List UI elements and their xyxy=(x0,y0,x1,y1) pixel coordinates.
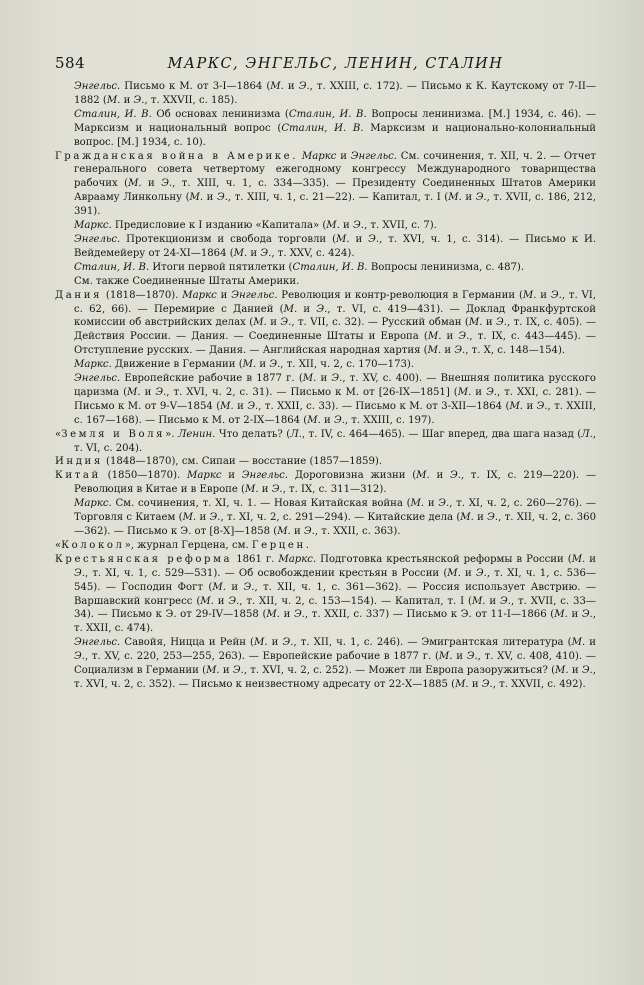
entry-text: Савойя, Ницца и Рейн ( xyxy=(120,637,254,649)
entry-author: М. xyxy=(471,595,486,607)
entry-author: Э. xyxy=(228,595,240,607)
entry-text: Вопросы ленинизма, с. 487). xyxy=(367,261,525,273)
entry-text: (1850—1870). xyxy=(100,470,187,482)
entry-text: Об основах ленинизма ( xyxy=(151,108,289,120)
entry-text: и xyxy=(585,637,597,649)
entry-author: М. xyxy=(233,247,248,259)
entry-author: М. xyxy=(220,400,234,412)
entry-heading: Герцен. xyxy=(251,539,312,551)
entry-text: и xyxy=(258,484,272,496)
index-subentry xyxy=(55,358,596,372)
entry-author: Э. xyxy=(133,94,145,106)
entry-text: , т. XII, ч. 2, с. 360—362). — Письмо к Э. от [8-X]—1858 ( xyxy=(74,512,596,537)
entry-author: Маркс xyxy=(187,470,222,482)
entry-author: Л. xyxy=(581,428,593,440)
entry-text: Дороговизна жизни ( xyxy=(288,470,417,482)
entry-author: Э. xyxy=(486,386,497,398)
entry-author: Э. xyxy=(333,414,345,426)
entry-text: (1848—1870), см. Сипаи — восстание (1857—1859). xyxy=(102,456,383,468)
entry-text: Революция и контр-революция в Германии ( xyxy=(277,289,523,301)
entry-author: Э. xyxy=(487,512,499,524)
index-entry xyxy=(55,289,596,359)
entry-text: , т. XVI, ч. 2, с. 352). — Письмо к неизвестному адресату от 22-X—1885 ( xyxy=(74,665,596,690)
entry-author: Э. xyxy=(316,303,328,315)
entry-author: Маркс xyxy=(301,150,337,162)
entry-author: М. xyxy=(410,498,425,510)
index-entry xyxy=(55,455,596,469)
entry-text: , т. XXI, с. 281). — Письмо к М. от 9-V—1854 ( xyxy=(74,386,597,412)
entry-text: Письмо к М. от 3-I—1864 ( xyxy=(120,81,271,92)
entry-text: , т. XXII, с. 474). xyxy=(74,609,596,635)
entry-text: ». xyxy=(165,428,178,440)
entry-text: и xyxy=(213,595,229,607)
entry-text: », журнал Герцена, см. xyxy=(124,539,252,551)
entry-author: Э. xyxy=(303,526,315,537)
entry-author: М. xyxy=(266,609,280,621)
entry-text: Предисловие к I изданию «Капитала» ( xyxy=(111,220,327,232)
entry-text: Итоги первой пятилетки ( xyxy=(149,261,293,273)
entry-text: , т. XI, ч. 1, с. 536—545). — Господин Фогт ( xyxy=(74,567,596,593)
entry-text: , т. VI, с. 419—431). — Доклад Франкфуртской комиссии об австрийских делах ( xyxy=(74,303,596,329)
entry-author: Сталин, И. В. xyxy=(74,108,152,120)
entry-author: Э. xyxy=(581,665,593,677)
entry-text: и xyxy=(320,414,334,426)
entry-author: Э. xyxy=(209,512,221,524)
entry-author: М. xyxy=(416,470,430,482)
entry-text: , т. XII, ч. 2, с. 153—154). — Капитал, т. I ( xyxy=(239,595,472,607)
entry-author: Маркс. xyxy=(278,553,317,565)
entry-author: Э. xyxy=(260,247,272,259)
entry-text: и xyxy=(471,386,487,398)
entry-text: и xyxy=(441,331,459,343)
entry-author: Сталин, И. В. xyxy=(281,122,364,134)
entry-text: и xyxy=(141,178,162,190)
entry-author: Энгельс. xyxy=(74,373,121,385)
entry-text: и xyxy=(482,317,497,329)
entry-text: « xyxy=(55,539,62,551)
entry-text: , т. VI, с. 62, 66). — Перемирие с Данией ( xyxy=(74,289,596,315)
entry-text: См. также Соединенные Штаты Америки. xyxy=(74,275,300,287)
entry-author: М. xyxy=(182,512,197,524)
entry-text: и xyxy=(424,498,439,510)
entry-text: , т. X, с. 148—154). xyxy=(465,345,566,357)
index-subentry xyxy=(55,108,596,150)
entry-author: Э. xyxy=(496,317,507,329)
entry-text: и xyxy=(290,526,304,537)
entry-text: , т. XXII, с. 363). xyxy=(314,526,401,537)
entry-text: , т. XVII, с. 33—34). — Письмо к Э. от 29-IV—1858 ( xyxy=(74,595,596,621)
entry-author: Э. xyxy=(293,609,305,621)
entry-author: М. xyxy=(571,637,586,649)
entry-text: См. сочинения, т. XI, ч. 1. — Новая Китайская война ( xyxy=(111,498,411,510)
entry-author: Э. xyxy=(298,81,310,92)
entry-author: Сталин, И. В. xyxy=(74,261,150,273)
entry-author: Э. xyxy=(481,678,493,690)
entry-text: и xyxy=(256,359,270,371)
index-entry xyxy=(55,469,596,497)
index-subentry xyxy=(55,636,596,692)
entry-text: Вопросы ленинизма. [М.] 1934, с. 46). — Марксизм и национальный вопрос ( xyxy=(74,108,596,134)
entry-author: Энгельс. xyxy=(74,637,121,649)
entry-text: , т. XXII, с. 33). — Письмо к М. от 3-XII—1864 ( xyxy=(258,400,510,412)
entry-text: , т. XXIII, с. 197). xyxy=(344,414,435,426)
entry-author: Сталин, И. В. xyxy=(292,261,368,273)
entry-heading: Китай xyxy=(55,470,101,482)
entry-text: « xyxy=(55,428,62,440)
entry-author: М. xyxy=(200,595,214,607)
entry-author: Э. xyxy=(232,665,244,677)
entry-author: М. xyxy=(283,303,298,315)
entry-text: и xyxy=(441,345,455,357)
entry-author: М. xyxy=(307,414,321,426)
entry-author: Э. xyxy=(500,595,511,607)
entry-text: , т. XV, с. 400). — Внешняя политика русского царизма ( xyxy=(74,373,596,398)
entry-text: , т. VII, с. 32). — Русский обман ( xyxy=(291,317,469,329)
entry-text: и xyxy=(233,400,248,412)
entry-text: Что делать? ( xyxy=(215,428,291,440)
entry-text: Движение в Германии ( xyxy=(111,359,243,371)
entry-text: , т. XIII, ч. 1, с. 21—22). — Капитал, т. I ( xyxy=(227,192,449,204)
entry-text: и xyxy=(219,665,233,677)
page-title: МАРКС, ЭНГЕЛЬС, ЛЕНИН, СТАЛИН xyxy=(167,56,504,72)
entry-author: Э. xyxy=(438,498,450,510)
index-subentry xyxy=(55,233,596,261)
entry-text: Европейские рабочие в 1877 г. ( xyxy=(120,373,303,385)
entry-text: и xyxy=(221,470,242,482)
entry-author: М. xyxy=(253,317,267,329)
entry-text: , т. XVI, ч. 2, с. 31). — Письмо к М. от [26-IX—1851] ( xyxy=(166,386,458,398)
entry-text: Марксизм и национально-колониальный вопрос. [М.] 1934, с. 10). xyxy=(74,122,596,148)
entry-heading: Колокол xyxy=(61,539,125,551)
entry-author: М. xyxy=(245,484,259,496)
entry-text: , т. XII, ч. 1, с. 246). — Эмигрантская литература ( xyxy=(293,637,572,649)
entry-text: , т. IX, с. 443—445). — Отступление русских. — Дания. — Английская народная хартия ( xyxy=(74,331,596,357)
entry-author: М. xyxy=(189,192,204,204)
entry-text: Протекционизм и свобода торговли ( xyxy=(120,233,337,245)
entry-author: Э. xyxy=(550,289,562,301)
entry-text: 1861 г. xyxy=(232,553,279,565)
entry-author: Э. xyxy=(450,470,461,482)
entry-text: , т. IX, с. 405). — Действия России. — Дания. — Соединенные Штаты и Европа ( xyxy=(74,317,597,343)
entry-author: М. xyxy=(106,94,121,106)
entry-author: Э. xyxy=(454,345,466,357)
entry-text: и xyxy=(485,595,500,607)
entry-text: , т. VI, с. 204). xyxy=(74,428,597,454)
index-entry xyxy=(55,539,596,553)
entry-author: М. xyxy=(206,665,220,677)
entry-author: Э. xyxy=(216,192,228,204)
entry-author: М. xyxy=(509,400,523,412)
entry-heading: Гражданская война в Америке. xyxy=(55,150,299,162)
entry-text: , т. XXIII, с. 167—168). — Письмо к М. от 2-IX—1864 ( xyxy=(74,400,596,426)
entry-author: М. xyxy=(326,220,340,232)
entry-text: и xyxy=(536,289,551,301)
entry-text: и xyxy=(585,553,597,565)
entry-text: (1818—1870). xyxy=(102,289,183,301)
entry-author: Э. xyxy=(247,400,259,412)
entry-author: Э. xyxy=(466,651,478,663)
entry-author: Ленин. xyxy=(177,428,216,440)
entry-text: и xyxy=(339,220,353,232)
entry-author: Э. xyxy=(74,651,85,663)
entry-author: Маркс. xyxy=(74,359,112,371)
entry-text: и xyxy=(196,512,210,524)
entry-author: Энгельс. xyxy=(74,81,121,92)
entry-text: и xyxy=(473,512,488,524)
entry-text: , т. XXVII, с. 492). xyxy=(492,678,586,690)
entry-text: , т. XII, ч. 1, с. 361—362). — Россия использует Австрию. — Варшавский конгресс ( xyxy=(74,581,596,607)
entry-text: и xyxy=(460,567,476,579)
entry-text: и xyxy=(279,609,294,621)
entry-author: Э. xyxy=(475,567,487,579)
entry-text: , т. XI, ч. 1, с. 529—531). — Об освобождении крестьян в России ( xyxy=(84,567,448,579)
entry-text: , т. XXIII, с. 172). — Письмо к К. Каутскому от 7-II—1882 ( xyxy=(74,81,596,106)
entry-author: М. xyxy=(522,289,537,301)
index-entry xyxy=(55,428,596,456)
entry-text: и xyxy=(567,609,582,621)
entry-author: М. xyxy=(277,526,291,537)
entry-author: М. xyxy=(554,609,568,621)
entry-author: М. xyxy=(468,317,483,329)
entry-author: Э. xyxy=(353,220,364,232)
entry-author: Э. xyxy=(475,192,487,204)
entry-author: Маркс. xyxy=(74,220,112,232)
entry-heading: Индия xyxy=(55,456,103,468)
entry-author: Э. xyxy=(280,317,292,329)
entry-author: М. xyxy=(571,553,586,565)
entry-author: Э. xyxy=(271,484,283,496)
index-subentry xyxy=(55,275,596,289)
entry-text: и xyxy=(266,317,281,329)
running-head xyxy=(55,54,596,80)
entry-author: М. xyxy=(270,81,284,92)
entry-text: , т. XI, ч. 2, с. 291—294). — Китайские дела ( xyxy=(220,512,461,524)
entry-author: М. xyxy=(427,345,442,357)
entry-author: М. xyxy=(128,178,142,190)
entry-author: Энгельс. xyxy=(231,289,278,301)
index-subentry xyxy=(55,497,596,539)
entry-text: , т. XXVII, с. 185). xyxy=(144,94,238,106)
entry-text: , т. XVI, ч. 2, с. 252). — Может ли Европа разоружиться? ( xyxy=(243,665,556,677)
entry-text: и xyxy=(267,637,283,649)
entry-author: М. xyxy=(457,386,472,398)
entry-text: , т. XIII, ч. 1, с. 334—335). — Президенту Соединенных Штатов Америки Аврааму Линкольну ( xyxy=(74,178,596,204)
entry-author: Л. xyxy=(290,428,302,440)
entry-author: Э. xyxy=(74,567,85,579)
entry-text: , т. XVII, с. 186, 212, 391). xyxy=(74,192,596,218)
entry-text: и xyxy=(461,192,476,204)
entry-author: Сталин, И. В. xyxy=(288,108,367,120)
entry-author: Э. xyxy=(155,386,167,398)
index-entry xyxy=(55,553,596,636)
entry-text: и xyxy=(336,150,351,162)
entry-text: и xyxy=(429,470,450,482)
entry-text: , т. IX, с. 311—312). xyxy=(282,484,387,496)
entry-author: М. xyxy=(336,233,350,245)
entry-author: Э. xyxy=(282,637,294,649)
entry-text: Подготовка крестьянской реформы в России ( xyxy=(316,553,572,565)
entry-author: М. xyxy=(212,581,226,593)
entry-text: , т. XVI, ч. 1, с. 314). — Письмо к И. Вейдемейеру от 24-XI—1864 ( xyxy=(74,233,596,259)
entry-heading: Крестьянская реформа xyxy=(55,553,233,565)
entry-author: Э. xyxy=(331,373,343,385)
entry-text: и xyxy=(452,651,467,663)
entry-text: и xyxy=(283,81,299,92)
entry-author: М. xyxy=(242,359,257,371)
entry-text: и xyxy=(297,303,317,315)
index-entries xyxy=(55,80,596,692)
entry-text: и xyxy=(140,386,156,398)
entry-author: М. xyxy=(427,331,442,343)
entry-text: и xyxy=(349,233,369,245)
entry-text: , т. XVII, с. 7). xyxy=(363,220,437,232)
entry-author: Энгельс. xyxy=(74,233,121,245)
entry-text: , т. XV, с. 408, 410). — Социализм в Германии ( xyxy=(74,651,596,677)
entry-author: Э. xyxy=(458,331,470,343)
entry-heading: Дания xyxy=(55,289,103,301)
entry-text: и xyxy=(216,289,232,301)
entry-text: и xyxy=(468,678,482,690)
entry-author: М. xyxy=(555,665,569,677)
entry-author: Э. xyxy=(161,178,173,190)
entry-text: , т. IV, с. 464—465). — Шаг вперед, два шага назад ( xyxy=(301,428,582,440)
entry-author: М. xyxy=(127,386,141,398)
entry-author: М. xyxy=(254,637,268,649)
entry-text: , т. XI, ч. 2, с. 260—276). — Торговля с Китаем ( xyxy=(74,498,596,524)
entry-author: М. xyxy=(455,678,469,690)
entry-author: М. xyxy=(460,512,474,524)
entry-author: Э. xyxy=(581,609,593,621)
entry-author: М. xyxy=(438,651,453,663)
entry-text: См. сочинения, т. XII, ч. 2. — Отчет генерального совета четвертому ежегодному конгрессу Международного товарищества рабочих ( xyxy=(74,150,596,190)
entry-text: и xyxy=(568,665,582,677)
entry-author: М. xyxy=(448,192,462,204)
page-number: 584 xyxy=(55,54,86,72)
entry-author: Э. xyxy=(536,400,548,412)
index-entry xyxy=(55,150,596,220)
entry-text: и xyxy=(225,581,244,593)
entry-author: М. xyxy=(447,567,461,579)
index-subentry xyxy=(55,219,596,233)
index-subentry xyxy=(55,372,596,428)
index-subentry xyxy=(55,80,596,108)
entry-text: и xyxy=(203,192,217,204)
entry-author: Э. xyxy=(368,233,380,245)
entry-author: Маркс. xyxy=(74,498,112,510)
entry-text: и xyxy=(120,94,134,106)
entry-author: Э. xyxy=(243,581,255,593)
entry-author: Э. xyxy=(269,359,281,371)
entry-heading: Земля и Воля xyxy=(61,428,166,440)
entry-text: , т. XXII, с. 337) — Письмо к Э. от 11-I—1866 ( xyxy=(304,609,555,621)
entry-author: Маркс xyxy=(182,289,217,301)
entry-author: Энгельс. xyxy=(241,470,289,482)
entry-text: , т. XXV, с. 424). xyxy=(271,247,355,259)
entry-author: Энгельс. xyxy=(350,150,397,162)
index-subentry xyxy=(55,261,596,275)
entry-author: М. xyxy=(302,373,317,385)
entry-text: , т. IX, с. 219—220). — Революция в Китае и в Европе ( xyxy=(74,470,596,496)
entry-text: и xyxy=(247,247,261,259)
entry-text: , т. XV, с. 220, 253—255, 263). — Европейские рабочие в 1877 г. ( xyxy=(84,651,439,663)
entry-text: и xyxy=(523,400,537,412)
entry-text: , т. XII, ч. 2, с. 170—173). xyxy=(280,359,415,371)
entry-text: и xyxy=(316,373,332,385)
